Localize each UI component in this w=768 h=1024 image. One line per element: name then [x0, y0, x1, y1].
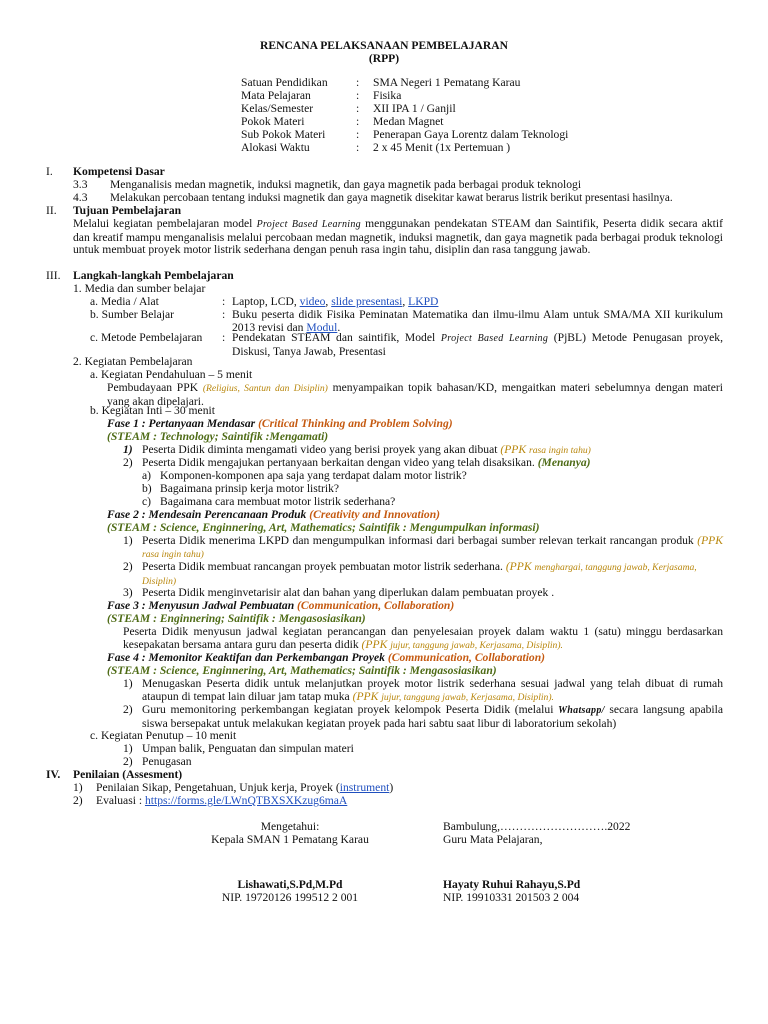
- item-text: Penilaian Sikap, Pengetahuan, Unjuk kerja, Proyek (: [96, 781, 340, 794]
- item-num: 2): [123, 560, 133, 573]
- fase2-item: [142, 561, 723, 588]
- sign-left-role: Kepala SMAN 1 Pematang Karau: [211, 833, 369, 846]
- ppk-values: jujur, tanggung jawab, Kerjasama, Disiplin).: [390, 639, 563, 651]
- media-sep: :: [222, 308, 226, 321]
- inti-title: b. Kegiatan Inti – 30 menit: [90, 404, 215, 417]
- identity-sep: :: [356, 128, 360, 141]
- section-title-tujuan: Tujuan Pembelajaran: [73, 204, 182, 217]
- identity-label: Mata Pelajaran: [241, 89, 311, 102]
- pbl-term: Project Based Learning: [256, 219, 361, 230]
- item-text: secara langsung apabila siswa bersepakat untuk melakukan kegiatan proyek pada hari sabtu saat libur di laboratorium sekolah): [142, 703, 723, 730]
- identity-sep: :: [356, 115, 360, 128]
- sub-question: Bagaimana cara membuat motor listrik sederhana?: [160, 495, 396, 508]
- ppk-values: menghargai, tanggung jawab, Kerjasama, Disiplin): [142, 562, 697, 587]
- media-title: 1. Media dan sumber belajar: [73, 282, 206, 295]
- fase-tag: (Creativity and Innovation): [309, 508, 441, 521]
- identity-label: Alokasi Waktu: [241, 141, 310, 154]
- fase2-item: [142, 535, 723, 561]
- media-label: c. Metode Pembelajaran: [90, 331, 203, 344]
- slide-link[interactable]: slide presentasi: [331, 295, 403, 308]
- ppk-tag: (PPK: [500, 443, 527, 456]
- tujuan-text: menggunakan pendekatan STEAM dan Saintifik, Peserta didik secara aktif dan kreatif mampu menganalisis melalui percobaan medan magnetik, induksi magnetik, dan gaya magnetik pada berbagai produk teknologi untuk membuat proyek motor listrik sederhana dengan penuh rasa ingin tahu, disiplin dan rasa tanggung jawab.: [73, 217, 723, 257]
- sub-question: Bagaimana prinsip kerja motor listrik?: [160, 482, 340, 495]
- identity-label: Pokok Materi: [241, 115, 305, 128]
- identity-value: XII IPA 1 / Ganjil: [373, 102, 456, 115]
- identity-value: 2 x 45 Menit (1x Pertemuan ): [373, 141, 511, 154]
- section-title-penilaian: Penilaian (Assesment): [73, 768, 183, 781]
- tujuan-text: Melalui kegiatan pembelajaran model: [73, 217, 253, 230]
- identity-label: Sub Pokok Materi: [241, 128, 326, 141]
- item-num: 1): [123, 742, 133, 755]
- sumber-text: Buku peserta didik Fisika Peminatan Matematika dan ilmu-ilmu Alam untuk SMA/MA XII kurikulum 2013 revisi dan Modul.: [232, 308, 723, 334]
- identity-sep: :: [356, 89, 360, 102]
- pbl-term: Project Based Learning: [440, 333, 549, 344]
- metode-text: [232, 332, 723, 358]
- fase2-steam: (STEAM : Science, Enginnering, Art, Mathematics; Saintifik : Mengumpulkan informasi): [107, 521, 540, 534]
- item-num: 1): [73, 781, 83, 794]
- evaluation-form-link[interactable]: https://forms.gle/LWnQTBXSXKzug6maA: [144, 794, 348, 807]
- saintifik-tag: (Menanya): [537, 456, 591, 469]
- fase-title-text: Fase 1 : Pertanyaan Mendasar: [107, 417, 256, 430]
- pendahuluan-content: Pembudayaan PPK: [107, 381, 199, 394]
- sign-right-name: Hayaty Ruhui Rahayu,S.Pd: [443, 878, 581, 891]
- sub-question: Komponen-komponen apa saja yang terdapat dalam motor listrik?: [160, 469, 467, 482]
- kd-text: Menganalisis medan magnetik, induksi magnetik, dan gaya magnetik pada berbagai produk teknologi: [110, 178, 582, 191]
- ppk-tag: (PPK: [697, 534, 723, 547]
- kd-num: 4.3: [73, 191, 88, 204]
- fase4-item: [142, 704, 723, 730]
- fase-title-text: Fase 3 : Menyusun Jadwal Pembuatan: [107, 599, 295, 612]
- identity-sep: :: [356, 76, 360, 89]
- fase3-text: [123, 626, 723, 652]
- media-label: a. Media / Alat: [90, 295, 159, 308]
- fase4-item: [142, 678, 723, 704]
- ppk-values: jujur, tanggung jawab, Kerjasama, Disiplin).: [381, 691, 554, 703]
- media-sep: :: [222, 295, 226, 308]
- item-text: Peserta Didik menerima LKPD dan mengumpulkan informasi dari berbagai sumber relevan terkait rancangan produk: [142, 534, 694, 547]
- item-text: Peserta Didik mengajukan pertanyaan berkaitan dengan video yang telah disaksikan.: [142, 456, 535, 469]
- fase-tag: (Critical Thinking and Problem Solving): [258, 417, 453, 430]
- media-text: Laptop, LCD,: [232, 295, 297, 308]
- item-num: 1): [123, 443, 133, 456]
- fase-tag: (Communication, Collaboration): [297, 599, 455, 612]
- item-num: 2): [123, 703, 133, 716]
- ppk-tag: (PPK: [361, 637, 388, 651]
- whatsapp-term: Whatsapp/: [558, 705, 605, 716]
- fase3-title: [107, 600, 454, 613]
- section-title-kd: Kompetensi Dasar: [73, 165, 165, 178]
- item-text: Peserta Didik menyusun jadwal kegiatan perancangan dan penyelesaian proyek dalam waktu 1 (satu) minggu berdasarkan kesepakatan bersama antara guru dan peserta didik: [123, 625, 723, 651]
- section-title-langkah: Langkah-langkah Pembelajaran: [73, 269, 234, 282]
- penilaian-item: [96, 795, 347, 808]
- penutup-item: Umpan balik, Penguatan dan simpulan materi: [142, 742, 354, 755]
- tujuan-paragraph: [73, 218, 723, 257]
- ppk-values: rasa ingin tahu): [529, 445, 591, 456]
- section-number: I.: [46, 165, 53, 178]
- fase1-title: [107, 418, 453, 431]
- item-text: Peserta Didik membuat rancangan proyek pembuatan motor listrik sederhana.: [142, 560, 503, 573]
- penutup-title: c. Kegiatan Penutup – 10 menit: [90, 729, 237, 742]
- item-num: 2): [73, 794, 83, 807]
- item-num: 2): [123, 755, 133, 768]
- ppk-tag: (PPK: [352, 689, 379, 703]
- identity-sep: :: [356, 141, 360, 154]
- fase2-item: Peserta Didik menginvetarisir alat dan bahan yang diperlukan dalam pembuatan proyek .: [142, 586, 555, 599]
- item-num: 1): [123, 534, 133, 547]
- fase3-steam: (STEAM : Enginnering; Saintifik : Mengasosiasikan): [107, 612, 366, 625]
- fase4-steam: (STEAM : Science, Enginnering, Art, Mathematics; Saintifik : Mengasosiasikan): [107, 664, 497, 677]
- penutup-item: Penugasan: [142, 755, 192, 768]
- identity-sep: :: [356, 102, 360, 115]
- identity-label: Kelas/Semester: [241, 102, 314, 115]
- ppk-tag: (PPK: [505, 560, 532, 573]
- fase1-steam: (STEAM : Technology; Saintifik :Mengamati): [107, 430, 329, 443]
- pendahuluan-content: menyampaikan topik bahasan/KD, mengaitkan materi sebelumnya dengan materi yang akan dipelajari.: [107, 381, 723, 408]
- fase-tag: (Communication, Collaboration): [387, 651, 546, 664]
- identity-value: Medan Magnet: [373, 115, 444, 128]
- item-text: Menugaskan Peserta didik untuk melanjutkan proyek motor listrik sederhana sesuai jadwal yang telah dibuat di rumah ataupun di tempat lain diluar jam tatap muka: [142, 677, 723, 703]
- ppk-values: rasa ingin tahu): [142, 548, 204, 560]
- modul-link[interactable]: Modul: [306, 320, 338, 334]
- document-subtitle: (RPP): [368, 52, 400, 65]
- sub-num: a): [142, 469, 152, 482]
- penilaian-item: [96, 782, 393, 795]
- lkpd-link[interactable]: LKPD: [408, 295, 439, 308]
- media-label: b. Sumber Belajar: [90, 308, 175, 321]
- identity-label: Satuan Pendidikan: [241, 76, 328, 89]
- fase2-title: [107, 509, 440, 522]
- fase-title-text: Fase 2 : Mendesain Perencanaan Produk: [107, 508, 307, 521]
- identity-value: SMA Negeri 1 Pematang Karau: [373, 76, 521, 89]
- sign-left-name: Lishawati,S.Pd,M.Pd: [237, 878, 343, 891]
- item-num: 2): [123, 456, 133, 469]
- video-link[interactable]: video: [299, 295, 326, 308]
- sub-num: c): [142, 495, 152, 508]
- item-text: Guru memonitoring perkembangan kegiatan proyek kelompok Peserta Didik (melalui: [142, 703, 554, 716]
- kd-num: 3.3: [73, 178, 88, 191]
- fase-title-text: Fase 4 : Memonitor Keaktifan dan Perkembangan Proyek: [107, 651, 385, 664]
- sign-left-label: Mengetahui:: [260, 820, 320, 833]
- media-sep: :: [222, 331, 226, 344]
- sign-left-nip: NIP. 19720126 199512 2 001: [221, 891, 359, 904]
- sign-right-nip: NIP. 19910331 201503 2 004: [443, 891, 580, 904]
- item-text: Evaluasi :: [96, 794, 143, 807]
- kegiatan-title: 2. Kegiatan Pembelajaran: [73, 355, 193, 368]
- item-num: 1): [123, 677, 133, 690]
- item-text: ): [389, 781, 394, 794]
- sub-num: b): [142, 482, 152, 495]
- ppk-tag: (Religius, Santun dan Disiplin): [202, 383, 328, 394]
- identity-value: Fisika: [373, 89, 402, 102]
- section-number: III.: [46, 269, 61, 282]
- pendahuluan-title: a. Kegiatan Pendahuluan – 5 menit: [90, 368, 253, 381]
- identity-value: Penerapan Gaya Lorentz dalam Teknologi: [373, 128, 569, 141]
- kd-text: Melakukan percobaan tentang induksi magnetik dan gaya magnetik disekitar kawat berarus listrik berikut presentasi hasilnya.: [110, 192, 673, 204]
- fase1-item: [142, 457, 591, 470]
- section-number: II.: [46, 204, 57, 217]
- item-text: Peserta Didik diminta mengamati video yang berisi proyek yang akan dibuat: [142, 443, 498, 456]
- sumber-content: Buku peserta didik Fisika Peminatan Matematika dan ilmu-ilmu Alam untuk SMA/MA XII kurikulum 2013 revisi dan: [232, 308, 723, 334]
- metode-content: Pendekatan STEAM dan saintifik, Model: [232, 331, 436, 344]
- media-tools: Laptop, LCD, video, slide presentasi, LKPD: [232, 295, 439, 308]
- metode-content: (PjBL) Metode Penugasan proyek, Diskusi, Tanya Jawab, Presentasi: [232, 331, 724, 358]
- sign-right-role: Guru Mata Pelajaran,: [443, 833, 543, 846]
- sign-right-place-date: Bambulung,……………………….2022: [443, 820, 631, 833]
- section-number: IV.: [46, 768, 61, 781]
- fase4-title: [107, 652, 545, 665]
- item-num: 3): [123, 586, 133, 599]
- document-title: RENCANA PELAKSANAAN PEMBELAJARAN: [260, 39, 508, 52]
- instrument-link[interactable]: instrument: [339, 781, 390, 794]
